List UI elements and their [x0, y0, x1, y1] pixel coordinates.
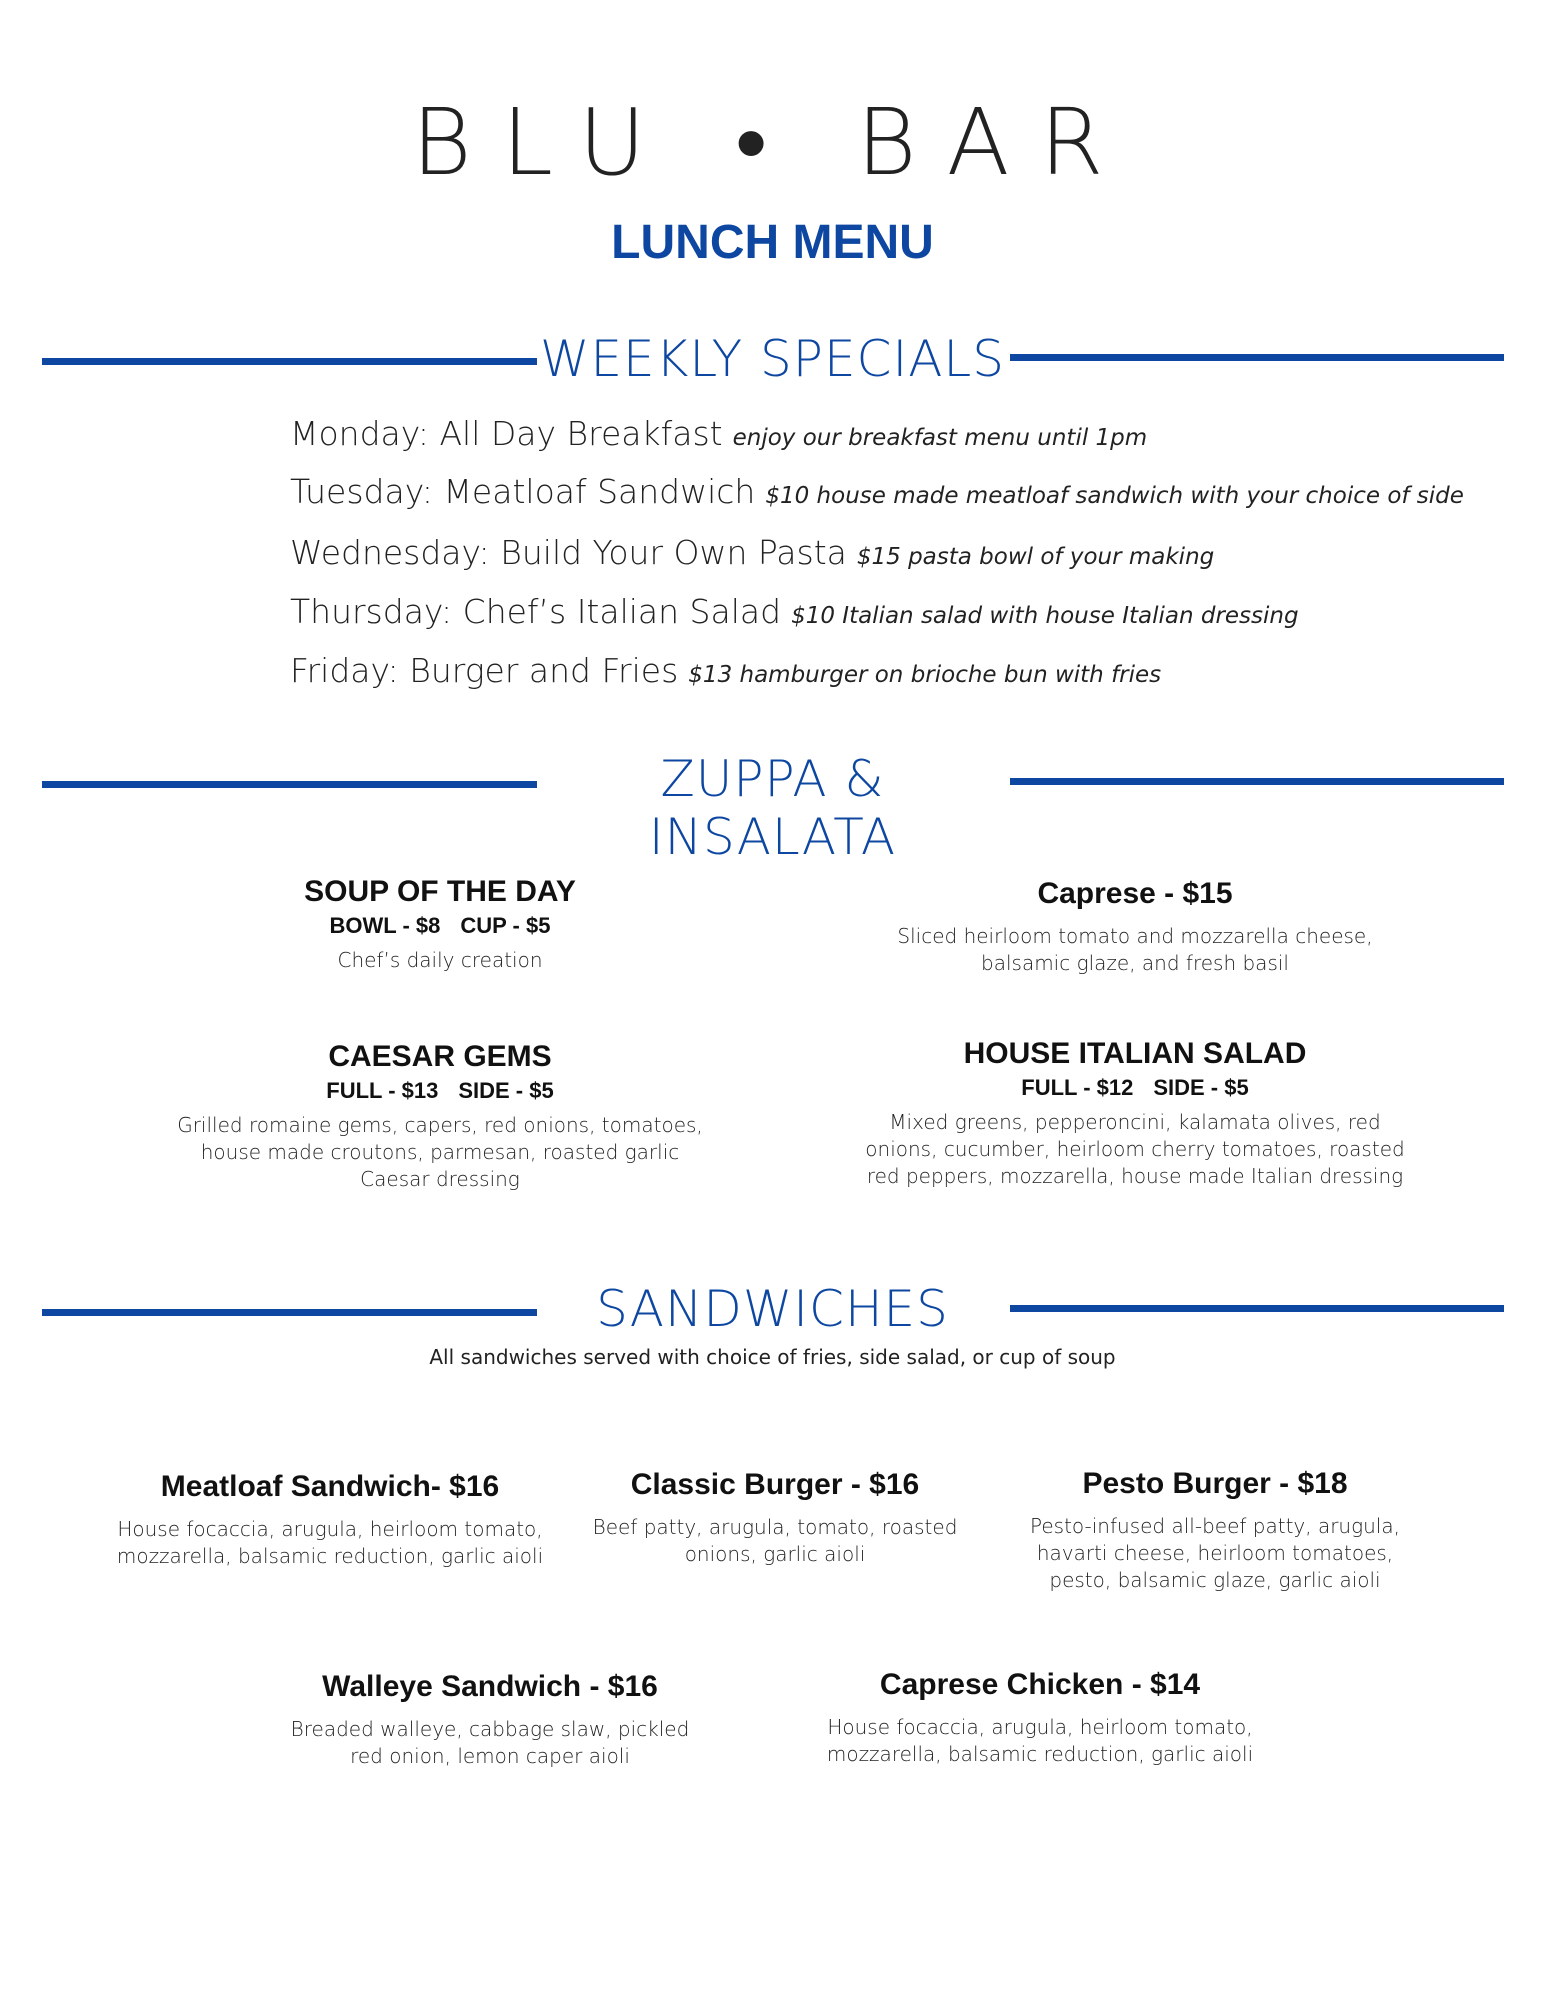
logo: BLU • BAR — [411, 89, 1134, 196]
item-price — [175, 1078, 705, 1104]
item-desc: Mixed greens, pepperoncini, kalamata olives, red onions, cucumber, heirloom cherry tomatoes, roasted red peppers, mozzarella, house made Italian dressing — [865, 1110, 1405, 1188]
item-price — [200, 913, 680, 939]
special-desc: $10 Italian salad with house Italian dressing — [791, 603, 1299, 629]
special-desc: $10 house made meatloaf sandwich with your choice of side — [765, 483, 1464, 509]
section-divider-left — [42, 781, 537, 788]
price-bowl: BOWL - $8 — [329, 913, 441, 938]
price-side: SIDE - $5 — [458, 1078, 554, 1103]
item-title: HOUSE ITALIAN SALAD — [963, 1037, 1307, 1070]
item-desc: Pesto-infused all-beef patty, arugula, havarti cheese, heirloom tomatoes, pesto, balsamic glaze, garlic aioli — [1030, 1514, 1400, 1592]
section-title-zuppa-insalata: ZUPPA & INSALATA — [648, 750, 897, 866]
special-monday — [290, 414, 1147, 453]
section-divider-left — [42, 358, 537, 365]
item-desc: House focaccia, arugula, heirloom tomato, mozzarella, balsamic reduction, garlic aioli — [116, 1517, 544, 1568]
section-divider-right — [1010, 1305, 1504, 1312]
menu-item-caesar-gems — [175, 1040, 705, 1193]
special-wednesday — [290, 533, 1214, 572]
special-name: Monday: All Day Breakfast — [290, 414, 723, 453]
special-name: Tuesday: Meatloaf Sandwich — [290, 472, 756, 511]
special-name: Wednesday: Build Your Own Pasta — [290, 533, 847, 572]
menu-item-meatloaf-sandwich — [110, 1470, 550, 1570]
section-title-sandwiches: SANDWICHES — [596, 1280, 949, 1338]
price-full: FULL - $13 — [326, 1078, 439, 1103]
menu-item-walleye-sandwich — [280, 1670, 700, 1770]
special-name: Friday: Burger and Fries — [290, 651, 679, 690]
price-full: FULL - $12 — [1021, 1075, 1134, 1100]
menu-item-pesto-burger — [1025, 1467, 1405, 1594]
menu-item-soup-of-the-day — [200, 875, 680, 974]
section-divider-right — [1010, 778, 1504, 785]
special-thursday — [290, 592, 1299, 631]
item-title: Pesto Burger - $18 — [1082, 1467, 1348, 1500]
item-title: SOUP OF THE DAY — [304, 875, 576, 908]
item-desc: Grilled romaine gems, capers, red onions, tomatoes, house made croutons, parmesan, roasted garlic Caesar dressing — [177, 1113, 703, 1191]
price-side: SIDE - $5 — [1153, 1075, 1249, 1100]
menu-item-house-italian-salad — [855, 1037, 1415, 1190]
sandwiches-note: All sandwiches served with choice of fries, side salad, or cup of soup — [429, 1345, 1116, 1369]
section-title-weekly-specials: WEEKLY SPECIALS — [540, 330, 1005, 388]
special-desc: enjoy our breakfast menu until 1pm — [732, 425, 1148, 451]
item-desc: House focaccia, arugula, heirloom tomato, mozzarella, balsamic reduction, garlic aioli — [826, 1715, 1254, 1766]
item-title: Meatloaf Sandwich- $16 — [160, 1470, 500, 1503]
item-desc: Beef patty, arugula, tomato, roasted onions, garlic aioli — [592, 1515, 958, 1566]
item-title: CAESAR GEMS — [328, 1040, 552, 1073]
special-name: Thursday: Chef’s Italian Salad — [290, 592, 782, 631]
item-title: Caprese Chicken - $14 — [879, 1668, 1201, 1701]
menu-item-classic-burger — [585, 1468, 965, 1568]
item-title: Classic Burger - $16 — [630, 1468, 920, 1501]
menu-item-caprese — [865, 877, 1405, 977]
item-desc: Sliced heirloom tomato and mozzarella cheese, balsamic glaze, and fresh basil — [897, 924, 1373, 975]
special-desc: $15 pasta bowl of your making — [856, 544, 1215, 570]
item-desc: Breaded walleye, cabbage slaw, pickled red onion, lemon caper aioli — [290, 1717, 690, 1768]
special-desc: $13 hamburger on brioche bun with fries — [688, 662, 1162, 688]
special-tuesday — [290, 472, 1464, 511]
item-title: Caprese - $15 — [1037, 877, 1233, 910]
item-title: Walleye Sandwich - $16 — [322, 1670, 658, 1703]
price-cup: CUP - $5 — [460, 913, 551, 938]
section-divider-left — [42, 1309, 537, 1316]
item-desc: Chef’s daily creation — [337, 948, 543, 972]
special-friday — [290, 651, 1161, 690]
menu-subtitle: LUNCH MENU — [611, 216, 934, 269]
menu-item-caprese-chicken — [820, 1668, 1260, 1768]
section-divider-right — [1010, 354, 1504, 361]
item-price — [855, 1075, 1415, 1101]
